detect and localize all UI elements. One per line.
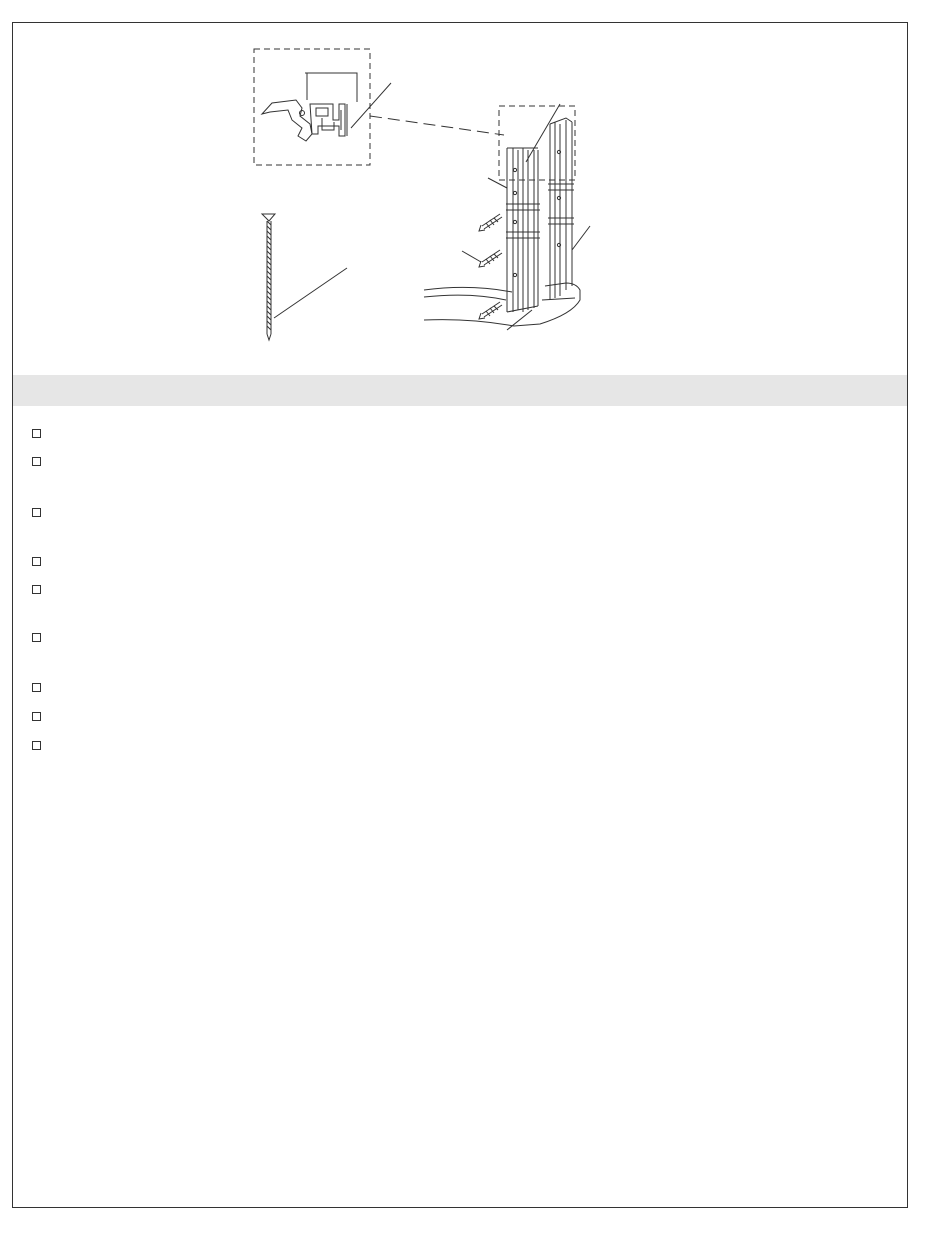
list-item bbox=[32, 582, 51, 596]
detail-callout-line bbox=[370, 116, 504, 135]
checkbox[interactable] bbox=[32, 741, 41, 750]
nail-icon bbox=[262, 214, 347, 340]
list-item bbox=[32, 554, 51, 568]
list-item bbox=[32, 680, 51, 694]
list-item bbox=[32, 426, 51, 440]
checkbox[interactable] bbox=[32, 429, 41, 438]
checkbox[interactable] bbox=[32, 585, 41, 594]
detail-inset bbox=[254, 49, 391, 165]
screw-icon bbox=[479, 250, 502, 267]
checkbox[interactable] bbox=[32, 508, 41, 517]
installation-illustration bbox=[0, 0, 950, 360]
screw-icon bbox=[479, 214, 502, 231]
screw-icon bbox=[479, 302, 502, 319]
checkbox[interactable] bbox=[32, 712, 41, 721]
section-header-band bbox=[13, 375, 907, 406]
base-receptor bbox=[424, 283, 580, 326]
list-item bbox=[32, 738, 51, 752]
list-item bbox=[32, 505, 51, 519]
list-item bbox=[32, 630, 51, 644]
checkbox[interactable] bbox=[32, 557, 41, 566]
list-item bbox=[32, 709, 51, 723]
checkbox[interactable] bbox=[32, 683, 41, 692]
checkbox[interactable] bbox=[32, 457, 41, 466]
checkbox[interactable] bbox=[32, 633, 41, 642]
list-item bbox=[32, 454, 51, 468]
